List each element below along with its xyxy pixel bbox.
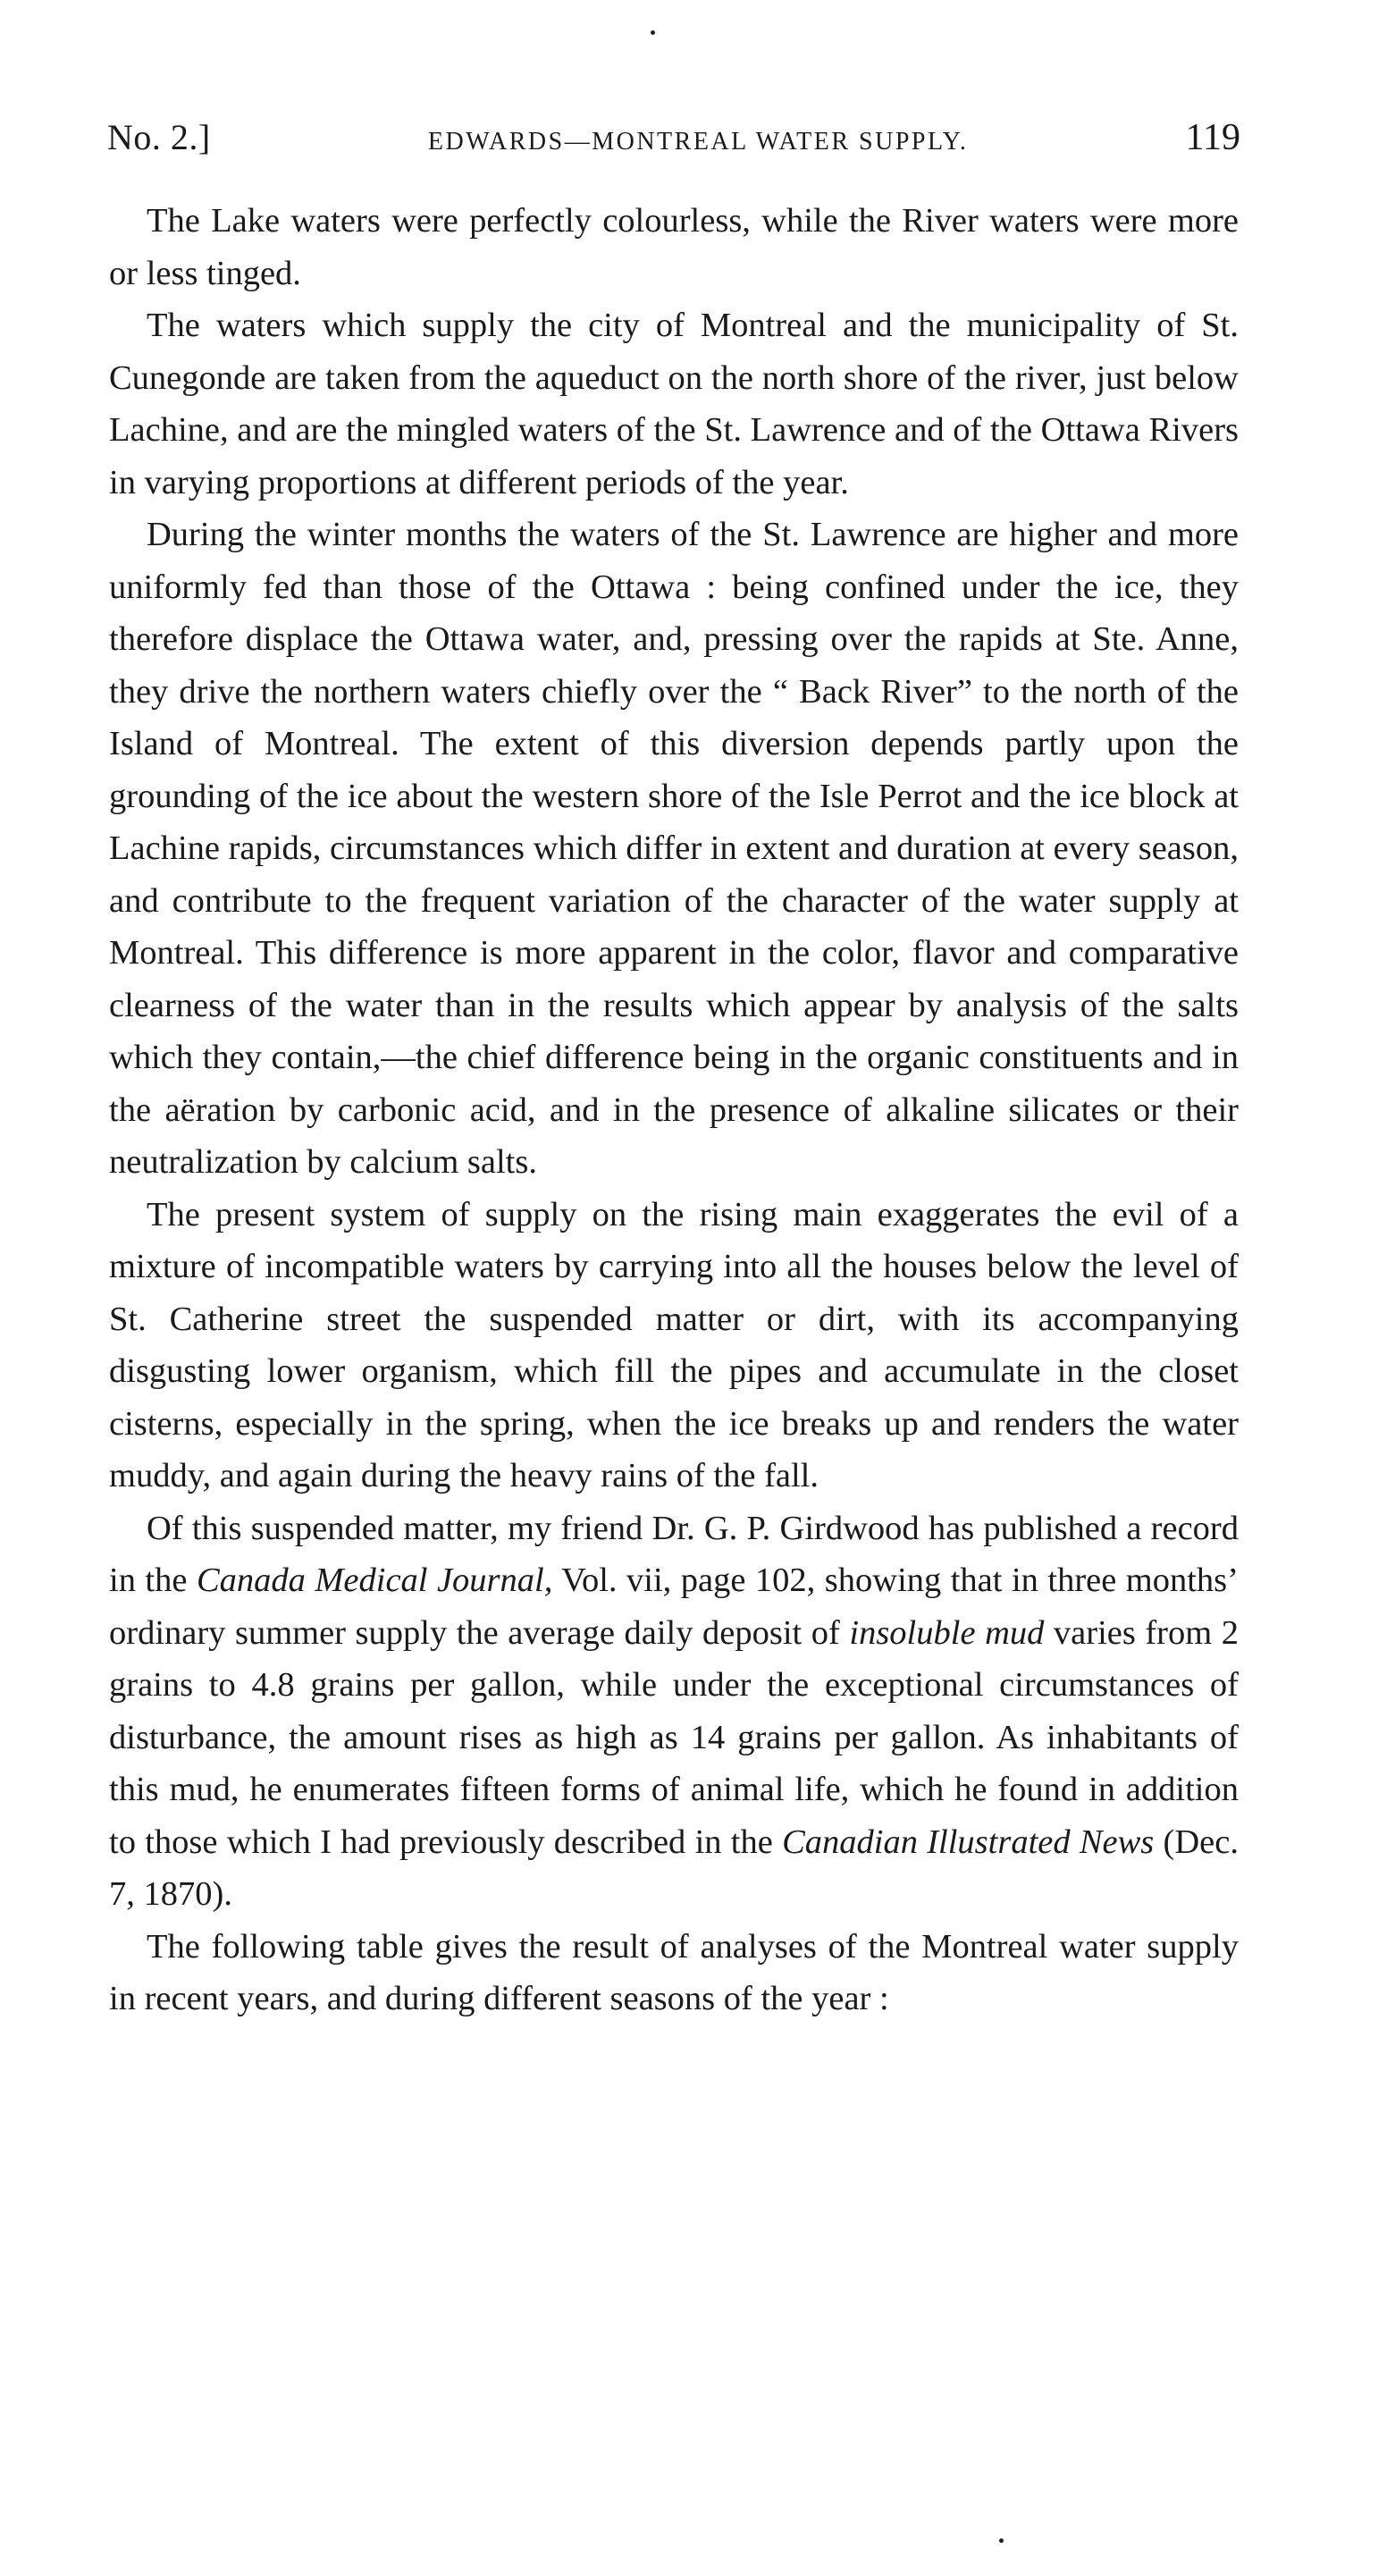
publication-title: Canadian Illustrated News: [782, 1823, 1155, 1861]
paragraph: The waters which supply the city of Montreal and the municipality of St. Cunegonde are taken from the aqueduct on the north shore of the river, just below Lachine, and are the mingled waters of the St. Lawrence and of the Ottawa Rivers in varying proportions at different periods of the year.: [109, 307, 1239, 501]
page-number: 119: [1185, 117, 1240, 158]
paragraph-text: (Dec. 7, 1870).: [109, 1823, 1239, 1913]
paragraph-text: Of this suspended matter, my friend Dr. G. P. Girdwood has published a record in the: [109, 1509, 1239, 1599]
paragraph: During the winter months the waters of the St. Lawrence are higher and more uniformly fed than those of the Ottawa : being confined under the ice, they therefore displace the Ottawa water, and, pressing over the rapids at Ste. Anne, they drive the northern waters chiefly over the “ Back River” to the north of the Island of Montreal. The extent of this diversion depends partly upon the grounding of the ice about the western shore of the Isle Perrot and the ice block at Lachine rapids, circumstances which differ in extent and duration at every season, and contribute to the frequent variation of the character of the water supply at Montreal. This difference is more apparent in the color, flavor and comparative clearness of the water than in the results which appear by analysis of the salts which they contain,—the chief difference being in the organic constituents and in the aëration by carbonic acid, and in the presence of alkaline silicates or their neutralization by calcium salts.: [109, 516, 1239, 1181]
paragraph: The present system of supply on the rising main exaggerates the evil of a mixture of incompatible waters by carrying into all the houses below the level of St. Catherine street the suspended matter or dirt, with its accompanying disgusting lower organism, which fill the pipes and accumulate in the closet cisterns, especially in the spring, when the ice breaks up and renders the water muddy, and again during the heavy rains of the fall.: [109, 1195, 1239, 1494]
body-text: [109, 195, 1239, 2025]
print-speck: [651, 30, 655, 35]
emphasized-term: insoluble mud: [849, 1613, 1045, 1652]
issue-number: No. 2.]: [107, 117, 211, 157]
print-speck: [999, 2538, 1004, 2543]
paragraph: The following table gives the result of analyses of the Montreal water supply in recent years, and during different seasons of the year :: [109, 1927, 1239, 2017]
journal-title: Canada Medical Journal,: [196, 1562, 553, 1599]
paragraph-text: varies from 2 grains to 4.8 grains per gallon, while under the exceptional circumstances of disturbance, the amount rises as high as 14 grains per gallon. As inhabitants of this mud, he enumerates fifteen forms of animal life, which he found in addition to those which I had previously described in the: [109, 1613, 1239, 1861]
running-title: EDWARDS—MONTREAL WATER SUPPLY.: [427, 128, 969, 156]
paragraph-text: Vol. vii, page 102, showing that in three months’ ordinary summer supply the average daily deposit of: [109, 1562, 1239, 1652]
paragraph: The Lake waters were perfectly colourless, while the River waters were more or less tinged.: [109, 202, 1239, 292]
running-head: [107, 116, 1240, 170]
paragraph: [109, 1503, 1239, 1921]
